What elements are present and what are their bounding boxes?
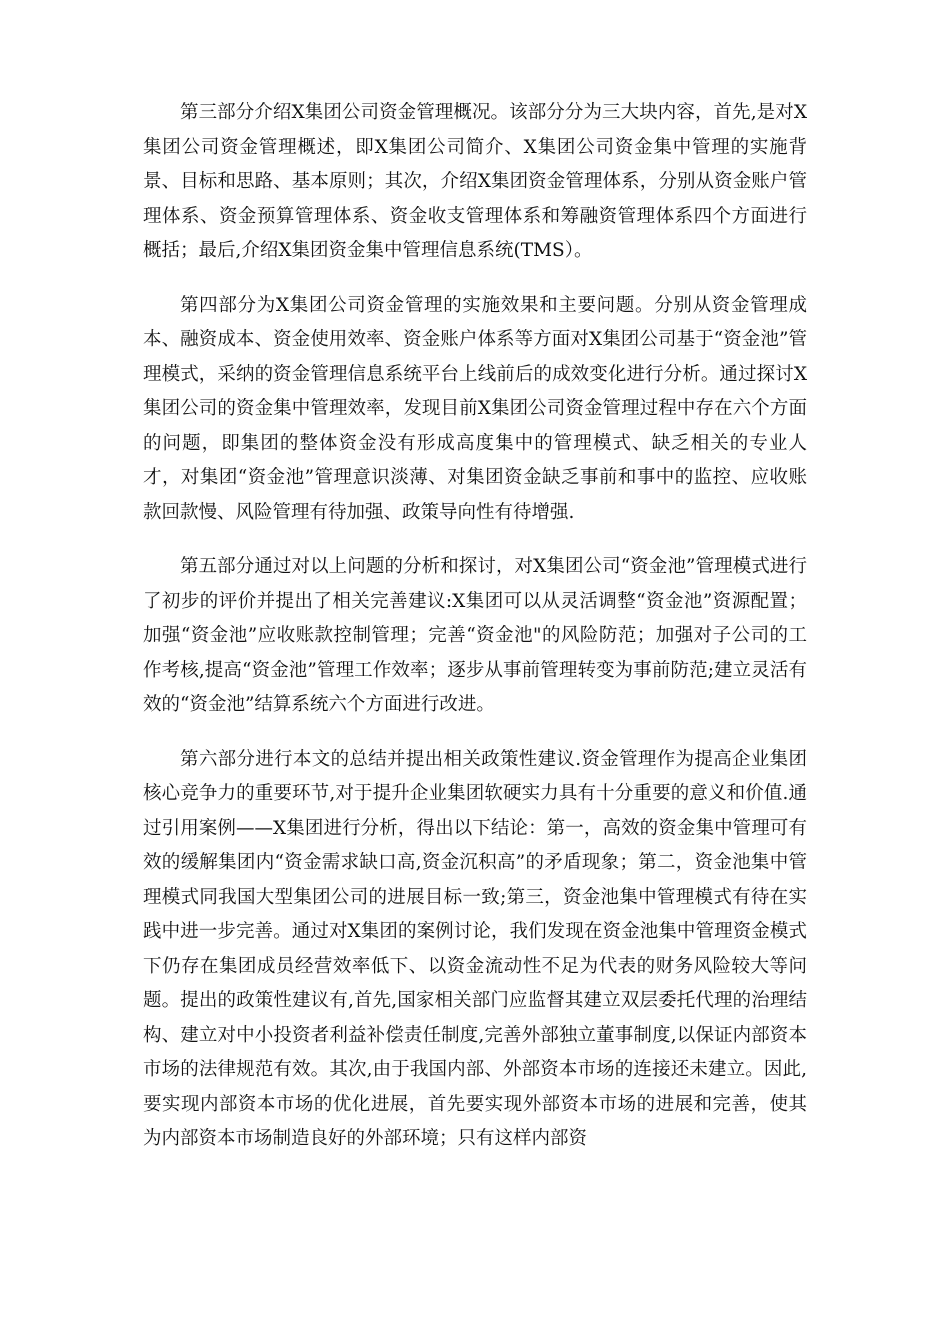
paragraph-part-three: 第三部分介绍X集团公司资金管理概况。该部分分为三大块内容，首先,是对X集团公司资金管理概述，即X集团公司简介、X集团公司资金集中管理的实施背景、目标和思路、基本原则；其次，介绍X集团资金管理体系，分别从资金账户管理体系、资金预算管理体系、资金收支管理体系和筹融资管理体系四个方面进行概括；最后,介绍X集团资金集中管理信息系统(TMS）。	[143, 102, 807, 261]
document-body	[143, 96, 807, 1177]
paragraph-part-six: 第六部分进行本文的总结并提出相关政策性建议.资金管理作为提高企业集团核心竞争力的重要环节,对于提升企业集团软硬实力具有十分重要的意义和价值.通过引用案例——X集团进行分析，得出以下结论：第一，高效的资金集中管理可有效的缓解集团内“资金需求缺口高,资金沉积高”的矛盾现象；第二，资金池集中管理模式同我国大型集团公司的进展目标一致;第三，资金池集中管理模式有待在实践中进一步完善。通过对X集团的案例讨论，我们发现在资金池集中管理资金模式下仍存在集团成员经营效率低下、以资金流动性不足为代表的财务风险较大等问题。提出的政策性建议有,首先,国家相关部门应监督其建立双层委托代理的治理结构、建立对中小投资者利益补偿责任制度,完善外部独立董事制度,以保证内部资本市场的法律规范有效。其次,由于我国内部、外部资本市场的连接还未建立。因此,要实现内部资本市场的优化进展，首先要实现外部资本市场的进展和完善，使其为内部资本市场制造良好的外部环境；只有这样内部资	[143, 748, 807, 1149]
paragraph-part-five: 第五部分通过对以上问题的分析和探讨，对X集团公司“资金池”管理模式进行了初步的评价并提出了相关完善建议:X集团可以从灵活调整“资金池”资源配置；加强“资金池”应收账款控制管理；完善“资金池"的风险防范；加强对子公司的工作考核,提高“资金池”管理工作效率；逐步从事前管理转变为事前防范;建立灵活有效的“资金池”结算系统六个方面进行改进。	[143, 556, 807, 715]
paragraph-part-four: 第四部分为X集团公司资金管理的实施效果和主要问题。分别从资金管理成本、融资成本、资金使用效率、资金账户体系等方面对X集团公司基于“资金池”管理模式，采纳的资金管理信息系统平台上线前后的成效变化进行分析。通过探讨X集团公司的资金集中管理效率，发现目前X集团公司资金管理过程中存在六个方面的问题，即集团的整体资金没有形成高度集中的管理模式、缺乏相关的专业人才，对集团“资金池”管理意识淡薄、对集团资金缺乏事前和事中的监控、应收账款回款慢、风险管理有待加强、政策导向性有待增强.	[143, 294, 807, 523]
